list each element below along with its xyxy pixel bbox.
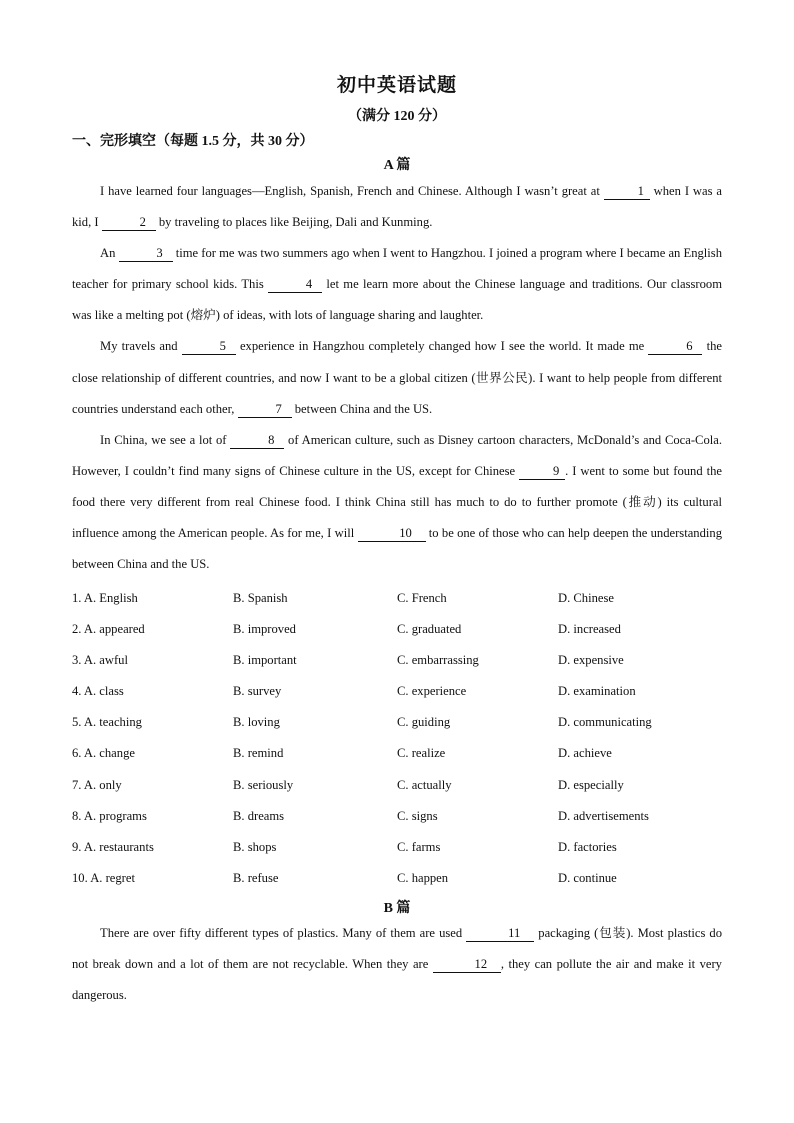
option-row: 2. A. appeared B. improved C. graduated D. increased [72, 622, 621, 637]
paragraph: In China, we see a lot of 8 of American culture, such as Disney cartoon characters, McDonald’s and Coca-Cola. However, I couldn’t find many signs of Chinese culture in the US, except for Chinese 9 . I went to some but found the food there very different from real Chinese food. I think China still has much to do to further promote (推动) its cultural influence among the American people. As for me, I will 10 to be one of those who can help deepen the understanding between China and the US. [72, 432, 722, 572]
paragraph: An 3 time for me was two summers ago when I went to Hangzhou. I joined a program where I became an English teacher for primary school kids. This 4 let me learn more about the Chinese language and traditions. Our classroom was like a melting pot (熔炉) of ideas, with lots of language sharing and laughter. [72, 246, 722, 323]
options-list [72, 588, 722, 899]
blank-5: 5 [182, 339, 236, 355]
blank-1: 1 [604, 184, 650, 200]
blank-8: 8 [230, 433, 284, 449]
blank-9: 9 [519, 464, 565, 480]
part-a-title: A 篇 [383, 158, 411, 173]
blank-11: 11 [466, 926, 534, 942]
part-b-title: B 篇 [383, 901, 411, 916]
option-row: 8. A. programs B. dreams C. signs D. advertisements [72, 808, 649, 823]
blank-7: 7 [238, 402, 292, 418]
option-row: 5. A. teaching B. loving C. guiding D. communicating [72, 715, 652, 730]
section-heading: 一、完形填空（每题 1.5 分，共 30 分） [72, 134, 314, 149]
passage-b [72, 918, 722, 1011]
blank-4: 4 [268, 277, 322, 293]
blank-6: 6 [648, 339, 702, 355]
passage-a [72, 176, 722, 580]
paragraph: My travels and 5 experience in Hangzhou completely changed how I see the world. It made me 6 the close relationship of different countries, and now I want to be a global citizen (世界公民). I want to help people from different countries understand each other, 7 between China and the US. [72, 339, 722, 416]
option-row: 1. A. English B. Spanish C. French D. Chinese [72, 591, 614, 605]
option-row: 4. A. class B. survey C. experience D. examination [72, 684, 636, 699]
blank-3: 3 [119, 246, 173, 262]
paragraph: I have learned four languages—English, Spanish, French and Chinese. Although I wasn’t great at 1 when I was a kid, I 2 by traveling to places like Beijing, Dali and Kunming. [72, 184, 722, 230]
option-row: 3. A. awful B. important C. embarrassing D. expensive [72, 653, 624, 668]
page-title: 初中英语试题 [336, 75, 457, 96]
blank-12: 12 [433, 957, 501, 973]
option-row: 10. A. regret B. refuse C. happen D. continue [72, 870, 617, 885]
paragraph: There are over fifty different types of plastics. Many of them are used 11 packaging (包装). Most plastics do not break down and a lot of them are not recyclable. When they are 12 , they can pollute the air and make it very dangerous. [72, 926, 722, 1003]
option-row: 9. A. restaurants B. shops C. farms D. factories [72, 839, 617, 854]
option-row: 7. A. only B. seriously C. actually D. especially [72, 777, 624, 792]
blank-10: 10 [358, 526, 426, 542]
option-row: 6. A. change B. remind C. realize D. achieve [72, 746, 612, 761]
score-note: （满分 120 分） [348, 109, 446, 124]
blank-2: 2 [102, 215, 156, 231]
